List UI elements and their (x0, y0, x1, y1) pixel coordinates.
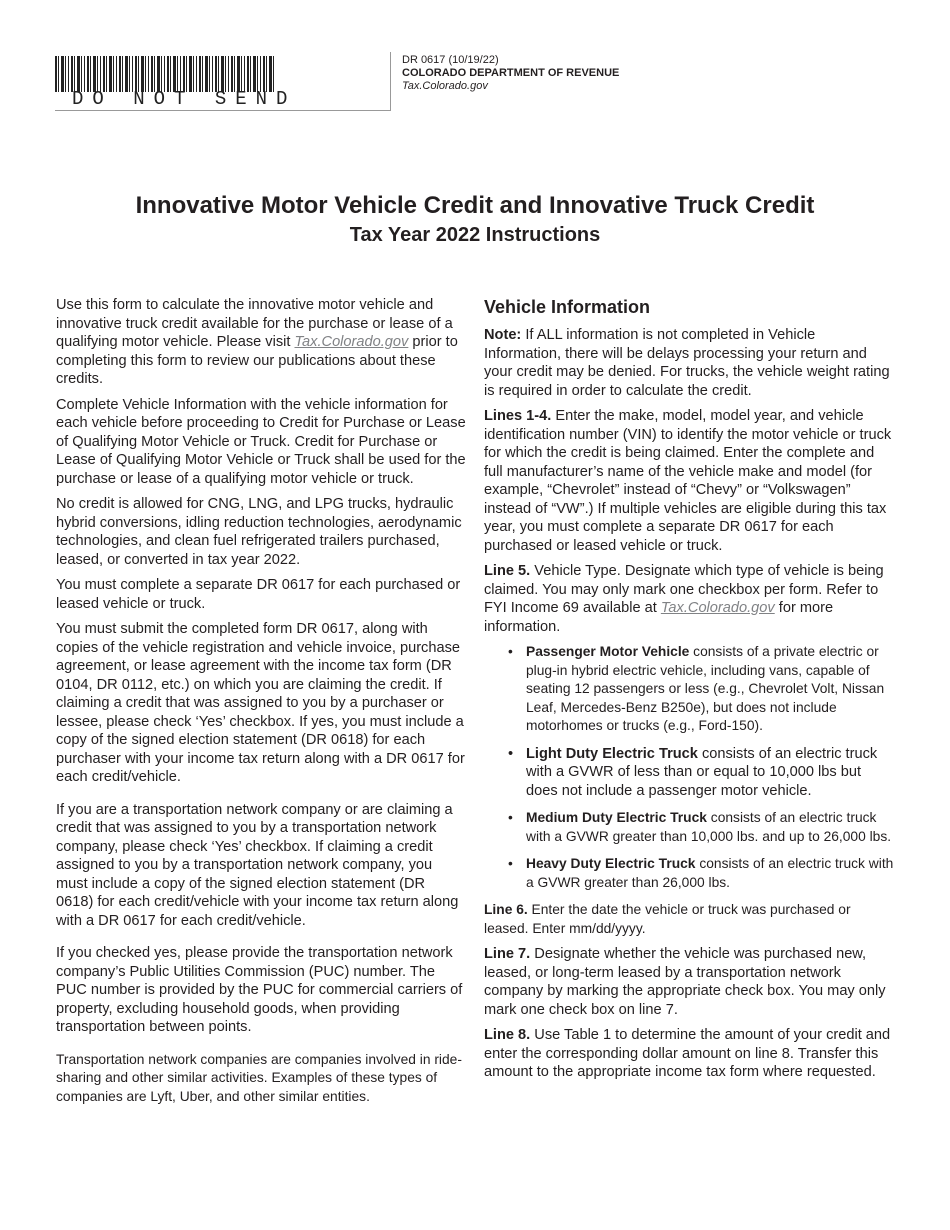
bullet-icon: • (508, 810, 513, 825)
tnc-definition-paragraph: Transportation network companies are companies involved in ride-sharing and other similar activities. Examples of these types of companies are Lyft, Uber, and other similar entities. (56, 1051, 462, 1104)
list-item: • Medium Duty Electric Truck consists of an electric truck with a GVWR greater than 10,000 lbs. and up to 26,000 lbs. (508, 810, 892, 844)
list-item: • Light Duty Electric Truck consists of an electric truck with a GVWR of less than or equal to 10,000 lbs but does not include a passenger motor vehicle. (508, 745, 878, 799)
tnc-paragraph: If you are a transportation network company or are claiming a credit that was assigned to you by a transportation network company, please check ‘Yes’ checkbox. If claiming a credit assigned to you by a transportation network company, you must include a copy of the signed election statement (DR 0618) for each credit/vehicle with your income tax return along with a DR 0617 for each credit/vehicle. (56, 801, 459, 929)
line-6-paragraph: Line 6. Enter the date the vehicle or truck was purchased or leased. Enter mm/dd/yyyy. (484, 902, 851, 936)
form-number: DR 0617 (10/19/22) (402, 54, 499, 66)
bullet-icon: • (508, 856, 513, 871)
vehicle-type-list (484, 643, 894, 892)
page-subtitle: Tax Year 2022 Instructions (349, 224, 601, 246)
line-7-paragraph: Line 7. Designate whether the vehicle was purchased new, leased, or long-term leased by a transportation network company by marking the appropriate check box. You may only mark one check box on line 7. (484, 946, 886, 1018)
list-item: • Passenger Motor Vehicle consists of a private electric or plug-in hybrid electric vehicle, including vans, capable of seating 12 passengers or less (e.g., Chevrolet Volt, Nissan Leaf, Mercedes-Benz B250e), but does not include motorhomes or trucks (e.g., Ford-150). (508, 644, 885, 733)
tax-colorado-link[interactable]: Tax.Colorado.gov (294, 334, 409, 350)
department-name: COLORADO DEPARTMENT OF REVENUE (402, 67, 620, 79)
no-credit-paragraph: No credit is allowed for CNG, LNG, and LPG trucks, hydraulic hybrid conversions, idling reduction technologies, aerodynamic technologies, and clean fuel refrigerated trailers purchased, leased, or converted in tax year 2022. (56, 496, 462, 568)
line-5-paragraph: Line 5. Vehicle Type. Designate which type of vehicle is being claimed. You may only mark one checkbox per form. Refer to FYI Income 69 available at Tax.Colorado.gov for more information. (484, 563, 884, 635)
bullet-icon: • (508, 644, 513, 659)
intro-paragraph: Use this form to calculate the innovative motor vehicle and innovative truck credit available for the purchase or lease of a qualifying motor vehicle. Please visit Tax.Colorado.gov prior to completing this form to review our publications about these credits. (56, 297, 458, 387)
left-column (56, 296, 466, 1113)
separate-form-paragraph: You must complete a separate DR 0617 for each purchased or leased vehicle or truck. (56, 577, 461, 612)
vehicle-info-paragraph: Complete Vehicle Information with the vehicle information for each vehicle before proceeding to Credit for Purchase or Lease of Qualifying Motor Vehicle or Truck. Credit for Purchase or Lease of Qualifying Motor Vehicle or Truck shall be used for the purchase or lease of a qualifying motor vehicle or truck. (56, 396, 466, 487)
puc-paragraph: If you checked yes, please provide the transportation network company’s Public Utilities Commission (PUC) number. The PUC number is provided by the PUC for commercial carriers of property, excluding household goods, when providing transportation between points. (56, 945, 463, 1035)
lines-1-4-paragraph: Lines 1-4. Enter the make, model, model year, and vehicle identification number (VIN) to identify the motor vehicle or truck for which the credit is being claimed. Enter the complete and full manufacturer’s name of the vehicle make and model (for example, “Chevrolet” instead of “Chevy” or “Volkswagen” instead of “VW”.) If multiple vehicles are eligible during this tax year, you must complete a separate DR 0617 for each purchased or leased vehicle or truck. (484, 408, 892, 554)
do-not-send-label: DO NOT SEND (72, 88, 297, 110)
line-8-paragraph: Line 8. Use Table 1 to determine the amount of your credit and enter the corresponding dollar amount on line 8. Transfer this amount to the appropriate income tax form where requested. (484, 1027, 891, 1080)
barcode (55, 56, 276, 92)
page-title: Innovative Motor Vehicle Credit and Innovative Truck Credit (135, 192, 815, 219)
bullet-icon: • (508, 745, 514, 762)
note-paragraph: Note: If ALL information is not completed in Vehicle Information, there will be delays processing your return and your credit may be denied. For trucks, the vehicle weight rating is required in order to calculate the credit. (484, 327, 890, 399)
submit-paragraph: You must submit the completed form DR 0617, along with copies of the vehicle registration and vehicle invoice, purchase agreement, or lease agreement with the income tax form (DR 0104, DR 0112, etc.) on which you are claiming the credit. If claiming a credit that was assigned to you by a purchaser or lessee, please check ‘Yes’ checkbox. If yes, you must include a copy of the signed election statement (DR 0618) for each purchaser with your income tax return along with a DR 0617 for each credit/vehicle. (56, 621, 465, 785)
tax-colorado-link[interactable]: Tax.Colorado.gov (660, 600, 775, 616)
department-website: Tax.Colorado.gov (402, 80, 488, 92)
right-column (484, 296, 894, 1089)
header-divider-vertical (390, 52, 391, 111)
header-divider-horizontal (55, 110, 390, 111)
vehicle-information-heading: Vehicle Information (484, 297, 651, 317)
form-header-info (402, 54, 619, 93)
list-item: • Heavy Duty Electric Truck consists of an electric truck with a GVWR greater than 26,000 lbs. (508, 856, 894, 890)
